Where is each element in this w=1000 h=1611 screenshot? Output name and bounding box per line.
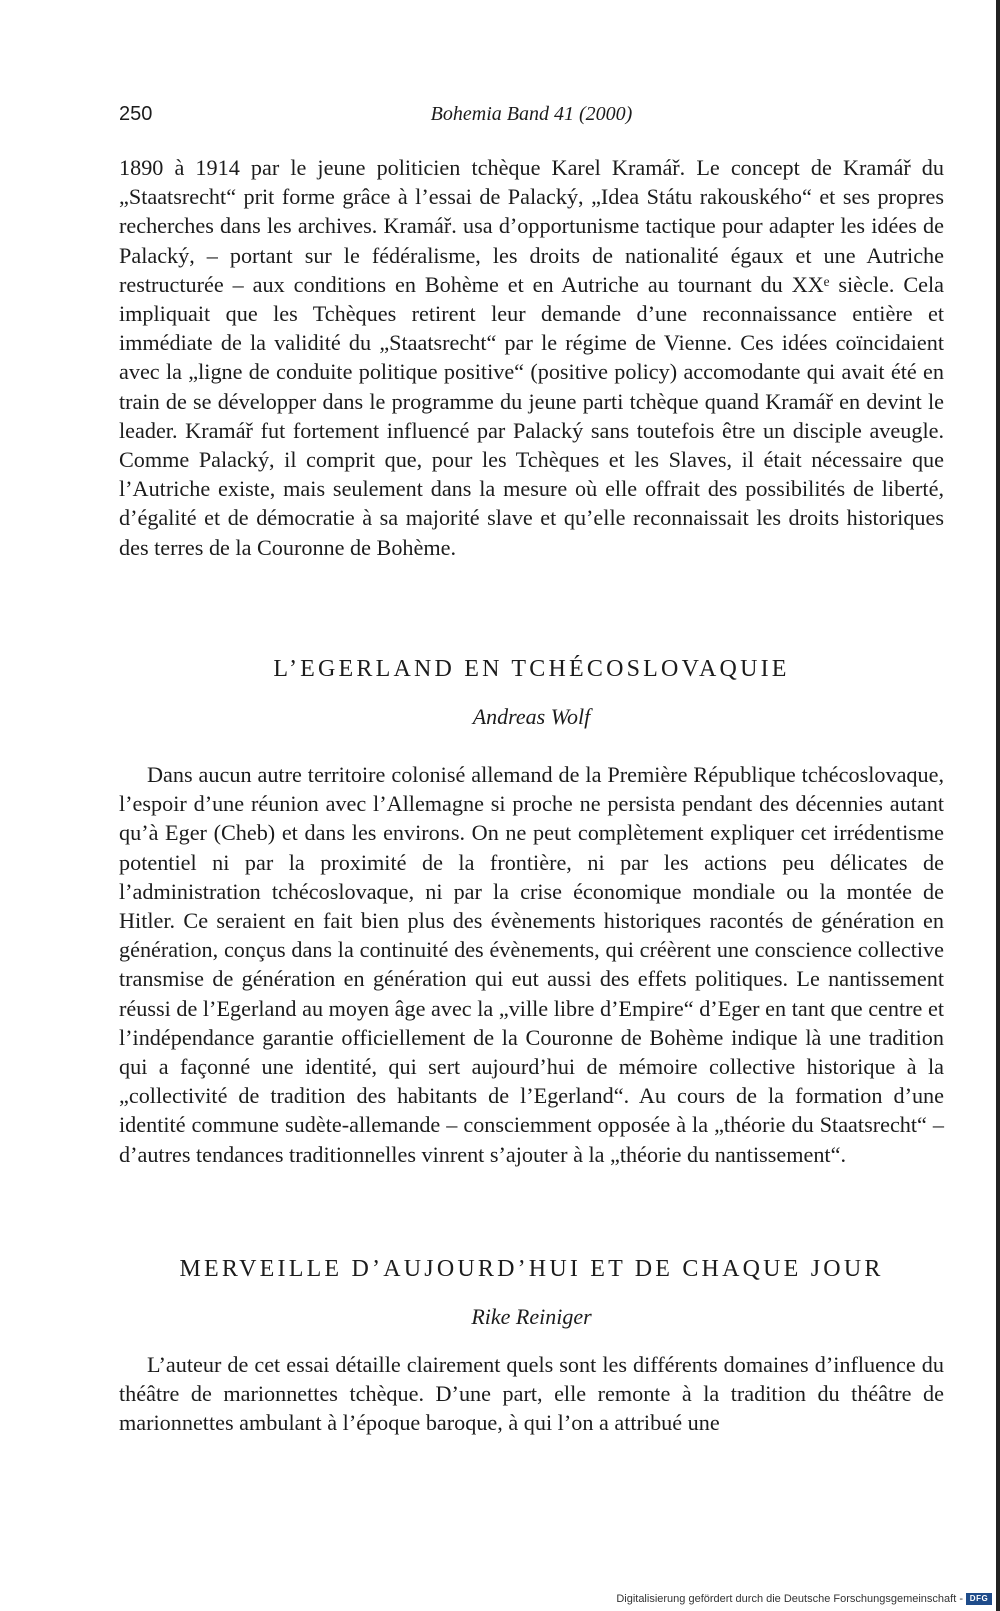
section-title-egerland: L’EGERLAND EN TCHÉCOSLOVAQUIE [273, 656, 790, 682]
section-author-reiniger: Rike Reiniger [471, 1304, 592, 1329]
section-title-merveille: MERVEILLE D’AUJOURD’HUI ET DE CHAQUE JOUR [179, 1256, 884, 1282]
section-paragraph-merveille: L’auteur de cet essai détaille clairement quels sont les différents domaines d’influence du théâtre de marionnettes tchèque. D’une part, elle remonte à la tradition du théâtre de marionnettes ambulant à l’époque baroque, à qui l’on a attribué une [119, 1352, 944, 1436]
scan-edge [996, 0, 1000, 1611]
page-number: 250 [119, 103, 153, 125]
digitization-credit-text: Digitalisierung gefördert durch die Deutsche Forschungsgemeinschaft - [616, 1593, 963, 1605]
running-title: Bohemia Band 41 (2000) [430, 103, 633, 125]
intro-paragraph: 1890 à 1914 par le jeune politicien tchèque Karel Kramář. Le concept de Kramář du „Staatsrecht“ prit forme grâce à l’essai de Palacký, „Idea Státu rakouského“ et ses propres recherches dans les archives. Kramář. usa d’opportunisme tactique pour adapter les idées de Palacký, – portant sur le fédéralisme, les droits de nationalité égaux et une Autriche restructurée – aux conditions en Bohème et en Autriche au tournant du XXᵉ siècle. Cela impliquait que les Tchèques retirent leur demande d’une reconnaissance entière et immédiate de la validité du „Staatsrecht“ par le régime de Vienne. Ces idées coïncidaient avec la „ligne de conduite politique positive“ (positive policy) accomodante qui avait été en train de se développer dans le programme du jeune parti tchèque quand Kramář en devint le leader. Kramář fut fortement influencé par Palacký sans toutefois être un disciple aveugle. Comme Palacký, il comprit que, pour les Tchèques et les Slaves, il était nécessaire que l’Autriche existe, mais seulement dans la mesure où elle offrait des possibilités de liberté, d’égalité et de démocratie à sa majorité slave et qu’elle reconnaissait les droits historiques des terres de la Couronne de Bohème. [119, 155, 944, 560]
page-header [119, 103, 944, 133]
section-author-wolf: Andreas Wolf [472, 704, 591, 729]
dfg-logo-icon: DFG [966, 1593, 992, 1605]
digitization-credit [616, 1591, 992, 1607]
section-paragraph-egerland: Dans aucun autre territoire colonisé allemand de la Première République tchécoslovaque, l’espoir d’une réunion avec l’Allemagne si proche ne persista pendant des décennies autant qu’à Eger (Cheb) et dans les environs. On ne peut complètement expliquer cet irrédentisme potentiel ni par la proximité de la frontière, ni par les actions peu délicates de l’administration tchécoslovaque, ni par la crise économique mondiale ou la montée de Hitler. Ce seraient en fait bien plus des évènements historiques racontés de génération en génération, conçus dans la continuité des évènements, qui créèrent une conscience collective transmise de génération en génération qui eut aussi des effets politiques. Le nantissement réussi de l’Egerland au moyen âge avec la „ville libre d’Empire“ d’Eger en tant que centre et l’indépendance garantie officiellement de la Couronne de Bohème indique là une tradition qui a façonné une identité, qui sert aujourd’hui de mémoire collective historique à la „collectivité de tradition des habitants de l’Egerland“. Au cours de la formation d’une identité commune sudète-allemande – consciemment opposée à la „théorie du Staatsrecht“ – d’autres tendances traditionnelles vinrent s’ajouter à la „théorie du nantissement“. [119, 762, 944, 1167]
